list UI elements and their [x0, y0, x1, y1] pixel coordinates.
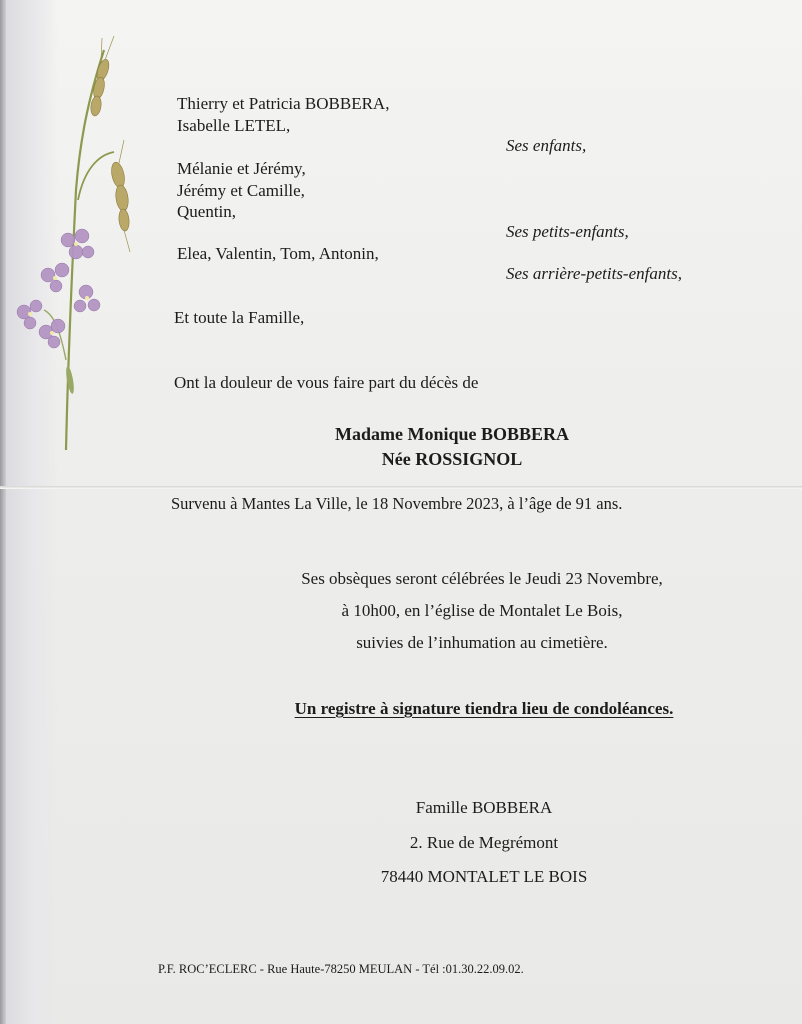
family-line: Et toute la Famille,	[174, 308, 305, 327]
flower-illustration	[6, 30, 146, 460]
deceased-maiden-name: Née ROSSIGNOL	[381, 449, 523, 469]
grandchildren-line-2: Jérémy et Camille,	[177, 181, 305, 200]
funeral-home-footer: P.F. ROC’ECLERC - Rue Haute-78250 MEULAN - Tél :01.30.22.09.02.	[158, 962, 524, 976]
deceased-name: Madame Monique BOBBERA	[334, 424, 570, 444]
grandchildren-label: Ses petits-enfants,	[506, 222, 629, 241]
funeral-line-3: suivies de l’inhumation au cimetière.	[356, 633, 608, 652]
announcement-text: Ont la douleur de vous faire part du décès de	[174, 373, 479, 392]
funeral-line-1: Ses obsèques seront célébrées le Jeudi 23 Novembre,	[301, 569, 663, 588]
contact-city: 78440 MONTALET LE BOIS	[380, 867, 588, 886]
children-line-2: Isabelle LETEL,	[177, 116, 291, 135]
children-line-1: Thierry et Patricia BOBBERA,	[177, 94, 390, 113]
condolences-notice: Un registre à signature tiendra lieu de condoléances.	[294, 699, 674, 718]
great-grandchildren-label: Ses arrière-petits-enfants,	[506, 264, 682, 283]
contact-street: 2. Rue de Megrémont	[409, 833, 559, 852]
contact-name: Famille BOBBERA	[415, 798, 553, 817]
grandchildren-line-3: Quentin,	[177, 202, 237, 221]
great-grandchildren-line: Elea, Valentin, Tom, Antonin,	[177, 244, 379, 263]
funeral-line-2: à 10h00, en l’église de Montalet Le Bois,	[341, 601, 623, 620]
children-label: Ses enfants,	[506, 136, 587, 155]
death-info: Survenu à Mantes La Ville, le 18 Novembre 2023, à l’âge de 91 ans.	[171, 494, 623, 513]
card-fold-line	[0, 486, 802, 489]
grandchildren-line-1: Mélanie et Jérémy,	[177, 159, 306, 178]
